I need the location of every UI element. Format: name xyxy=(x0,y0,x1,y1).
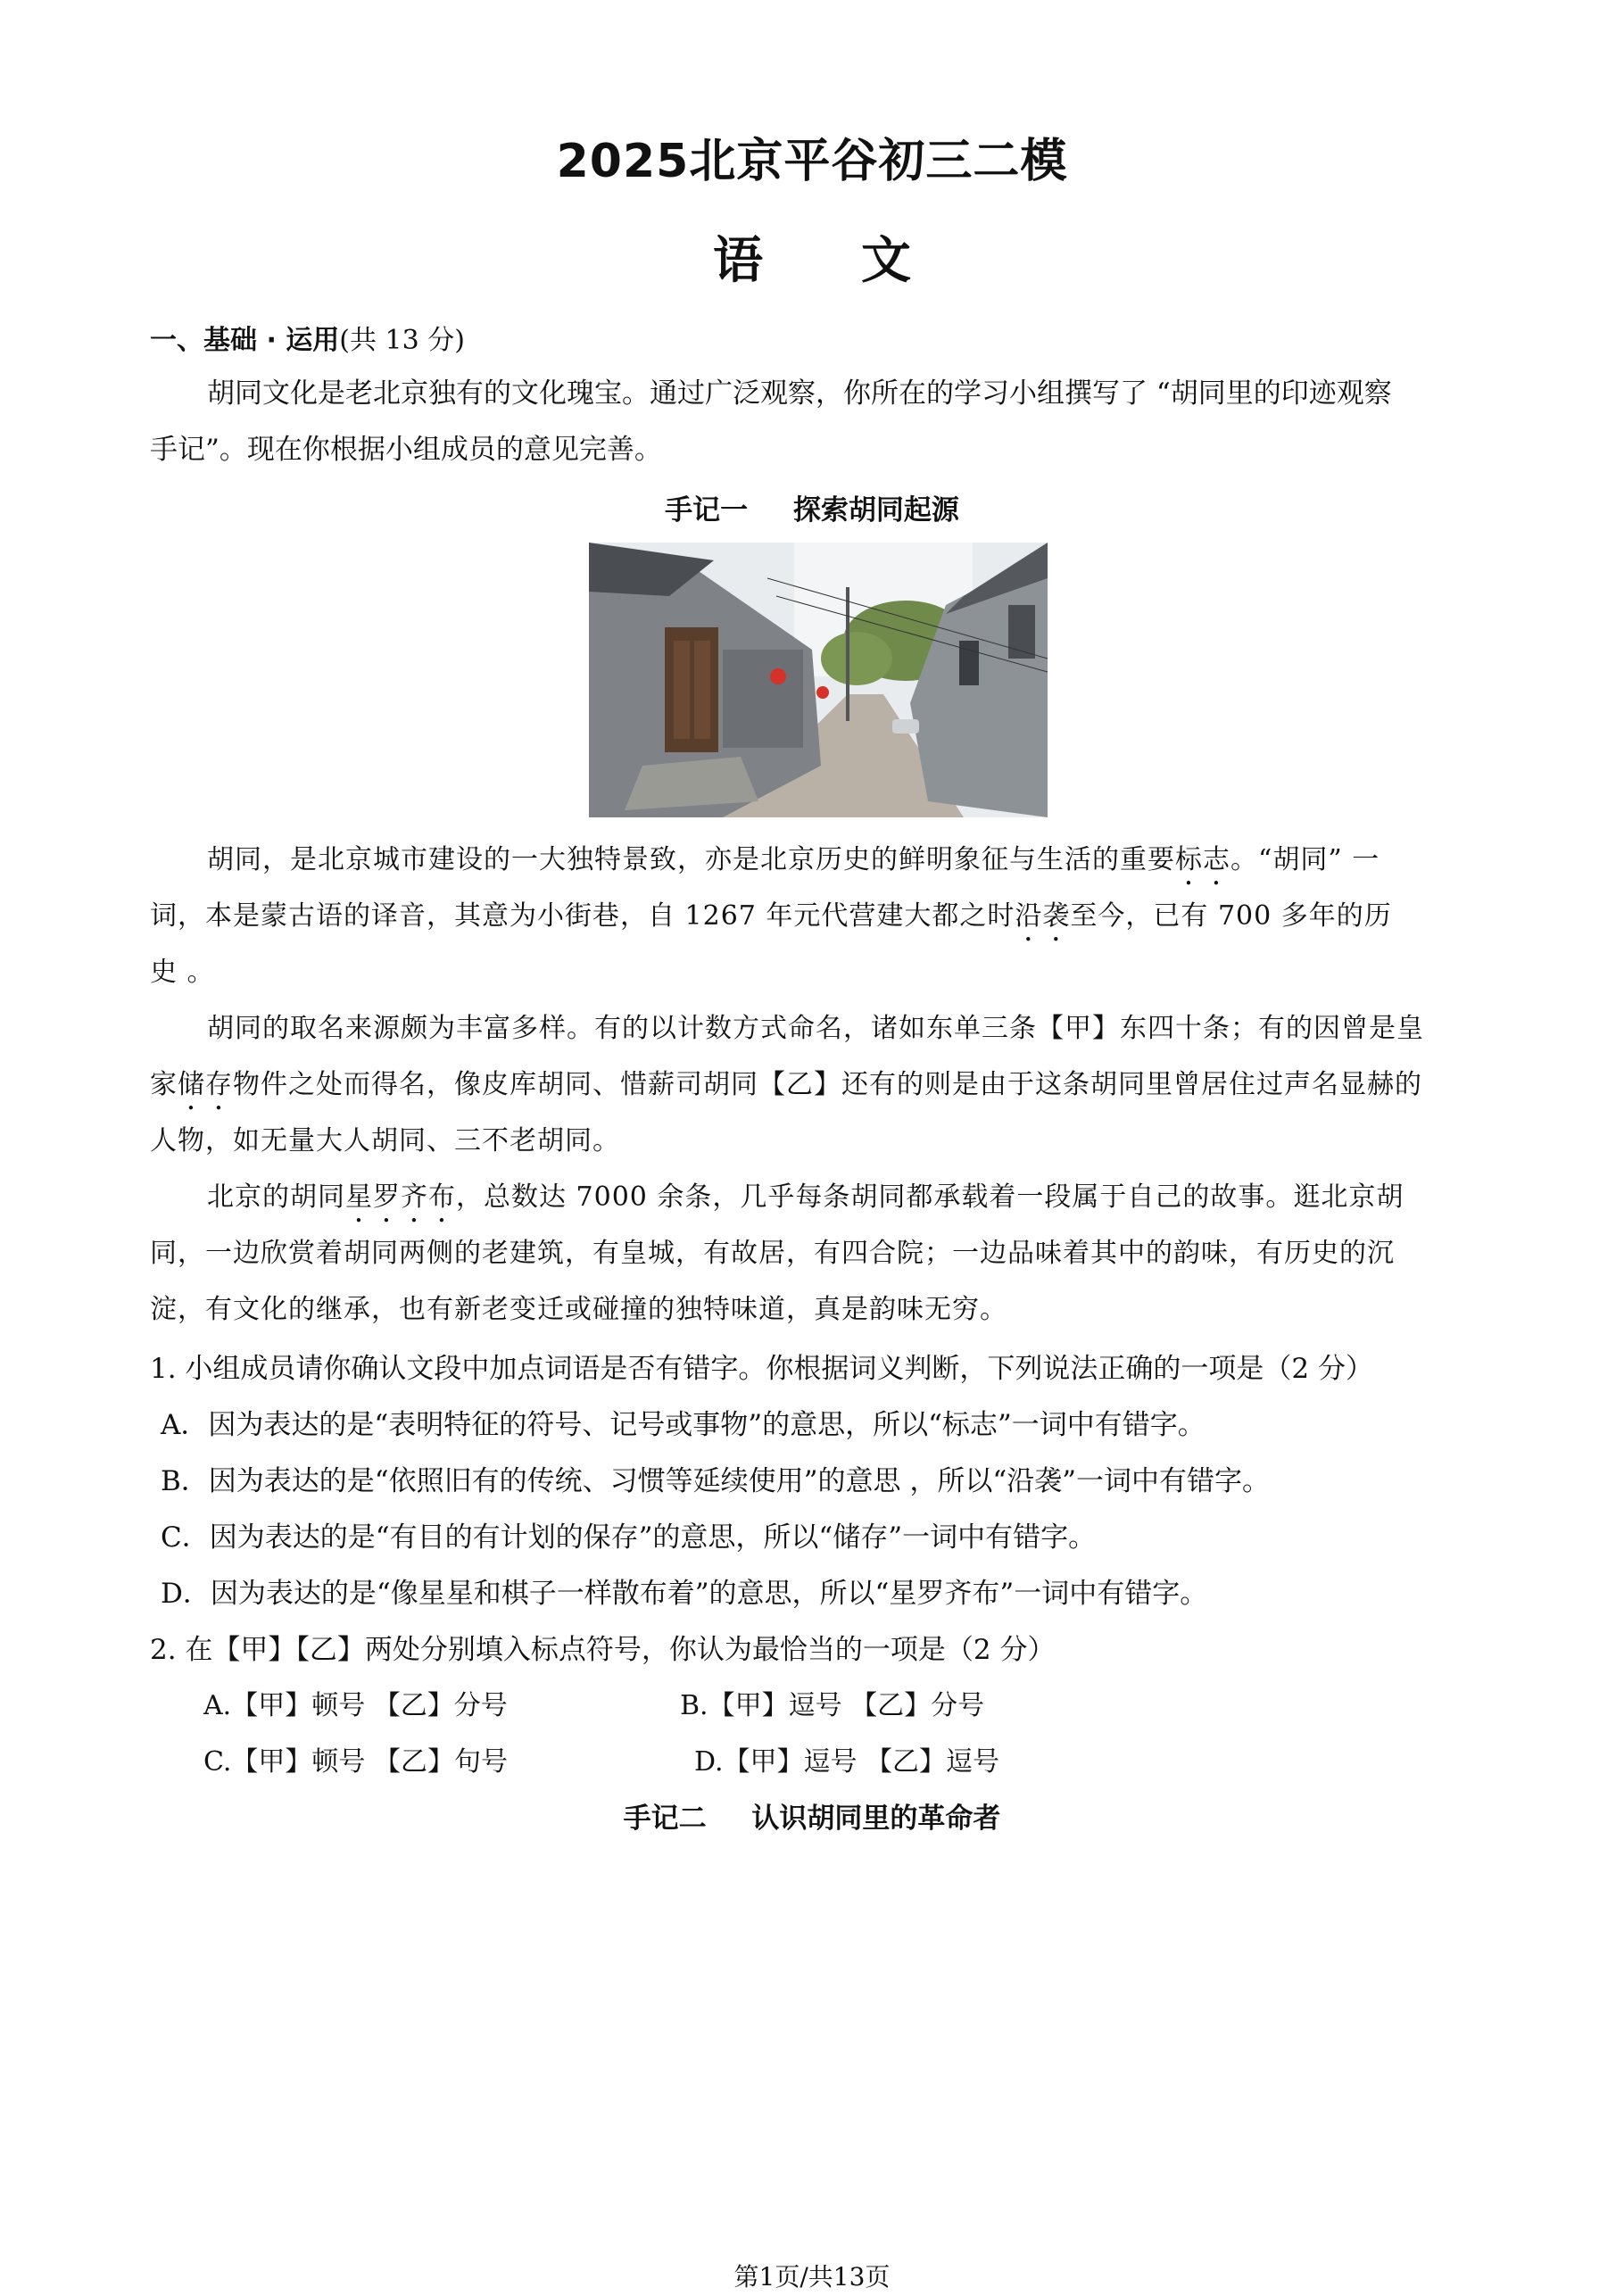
note1-p2-line2 xyxy=(150,1057,1479,1116)
note1-p2-line1: 胡同的取名来源颇为丰富多样。有的以计数方式命名，诸如东单三条【甲】东四十条；有的因曾是皇 xyxy=(207,1013,1424,1044)
question-1-option-d: D．因为表达的是“像星星和棋子一样散布着”的意思，所以“星罗齐布”一词中有错字。 xyxy=(161,1578,1208,1610)
hutong-photo-illustration xyxy=(589,543,1048,817)
note2-heading: 手记二 认识胡同里的革命者 xyxy=(623,1803,1001,1835)
dotted-word-biaozhi: 标志 xyxy=(1175,844,1230,875)
intro-line-1: 胡同文化是老北京独有的文化瑰宝。通过广泛观察，你所在的学习小组撰写了 “胡同里的印迹观察 xyxy=(207,377,1392,410)
text-span: 物件之处而得名，像皮库胡同、惜薪司胡同【乙】还有的则是由于这条胡同里曾居住过声名显赫的 xyxy=(233,1069,1422,1100)
section-label: 一、基础 · 运用 xyxy=(150,325,340,356)
question-2-option-b: B.【甲】逗号 【乙】分号 xyxy=(680,1690,985,1721)
note1-p3-line1 xyxy=(150,1169,1479,1229)
question-2-option-c: C.【甲】顿号 【乙】句号 xyxy=(203,1746,508,1778)
section-heading xyxy=(150,318,465,357)
text-span: 至今，已有 700 多年的历 xyxy=(1070,900,1392,932)
question-2-option-a: A.【甲】顿号 【乙】分号 xyxy=(203,1690,508,1721)
dotted-word-chucun: 储存 xyxy=(178,1069,233,1100)
question-1-option-a: A．因为表达的是“表明特征的符号、记号或事物”的意思，所以“标志”一词中有错字。 xyxy=(161,1409,1206,1441)
subject-title: 语文 xyxy=(713,232,1009,290)
dotted-word-yanxi: 沿袭 xyxy=(1015,900,1071,932)
question-1-stem: 1. 小组成员请你确认文段中加点词语是否有错字。你根据词义判断，下列说法正确的一项是（2 分） xyxy=(150,1353,1374,1385)
dotted-word-xingluo: 星罗齐布 xyxy=(345,1181,456,1213)
note1-p3-line2: 同，一边欣赏着胡同两侧的老建筑，有皇城，有故居，有四合院；一边品味着其中的韵味，有历史的沉 xyxy=(150,1238,1395,1269)
text-span: 北京的胡同 xyxy=(207,1181,345,1213)
page-number: 第1页/共13页 xyxy=(733,2262,891,2292)
text-span: 胡同，是北京城市建设的一大独特景致，亦是北京历史的鲜明象征与生活的重要 xyxy=(207,844,1175,875)
note1-p1-line3: 史 。 xyxy=(150,957,215,988)
question-2-option-d: D.【甲】逗号 【乙】逗号 xyxy=(694,1746,1000,1778)
text-span: 词，本是蒙古语的译音，其意为小街巷，自 1267 年元代营建大都之时 xyxy=(150,900,1015,932)
note1-p1-line2 xyxy=(150,888,1479,948)
text-span: ，总数达 7000 余条，几乎每条胡同都承载着一段属于自己的故事。逛北京胡 xyxy=(456,1181,1404,1213)
question-1-option-c: C．因为表达的是“有目的有计划的保存”的意思，所以“储存”一词中有错字。 xyxy=(161,1521,1097,1554)
text-span: 家 xyxy=(150,1069,178,1100)
intro-paragraph xyxy=(150,366,1479,422)
question-2-stem: 2. 在【甲】【乙】两处分别填入标点符号，你认为最恰当的一项是（2 分） xyxy=(150,1634,1056,1666)
page-title: 2025北京平谷初三二模 xyxy=(556,135,1068,188)
note1-heading: 手记一 探索胡同起源 xyxy=(665,494,959,526)
note1-p1-line1 xyxy=(150,832,1479,891)
section-points: (共 13 分) xyxy=(339,325,465,356)
question-1-option-b: B．因为表达的是“依照旧有的传统、习惯等延续使用”的意思 ，所以“沿袭”一词中有错字。 xyxy=(161,1465,1271,1497)
hutong-street-photo-icon xyxy=(589,543,1048,817)
intro-line-2: 手记”。现在你根据小组成员的意见完善。 xyxy=(150,434,662,466)
note1-p3-line3: 淀，有文化的继承，也有新老变迁或碰撞的独特味道，真是韵味无穷。 xyxy=(150,1294,1007,1325)
text-span: 。“胡同” 一 xyxy=(1230,844,1380,875)
note1-p2-line3: 人物，如无量大人胡同、三不老胡同。 xyxy=(150,1125,620,1156)
intro-paragraph-cont xyxy=(150,422,1479,478)
